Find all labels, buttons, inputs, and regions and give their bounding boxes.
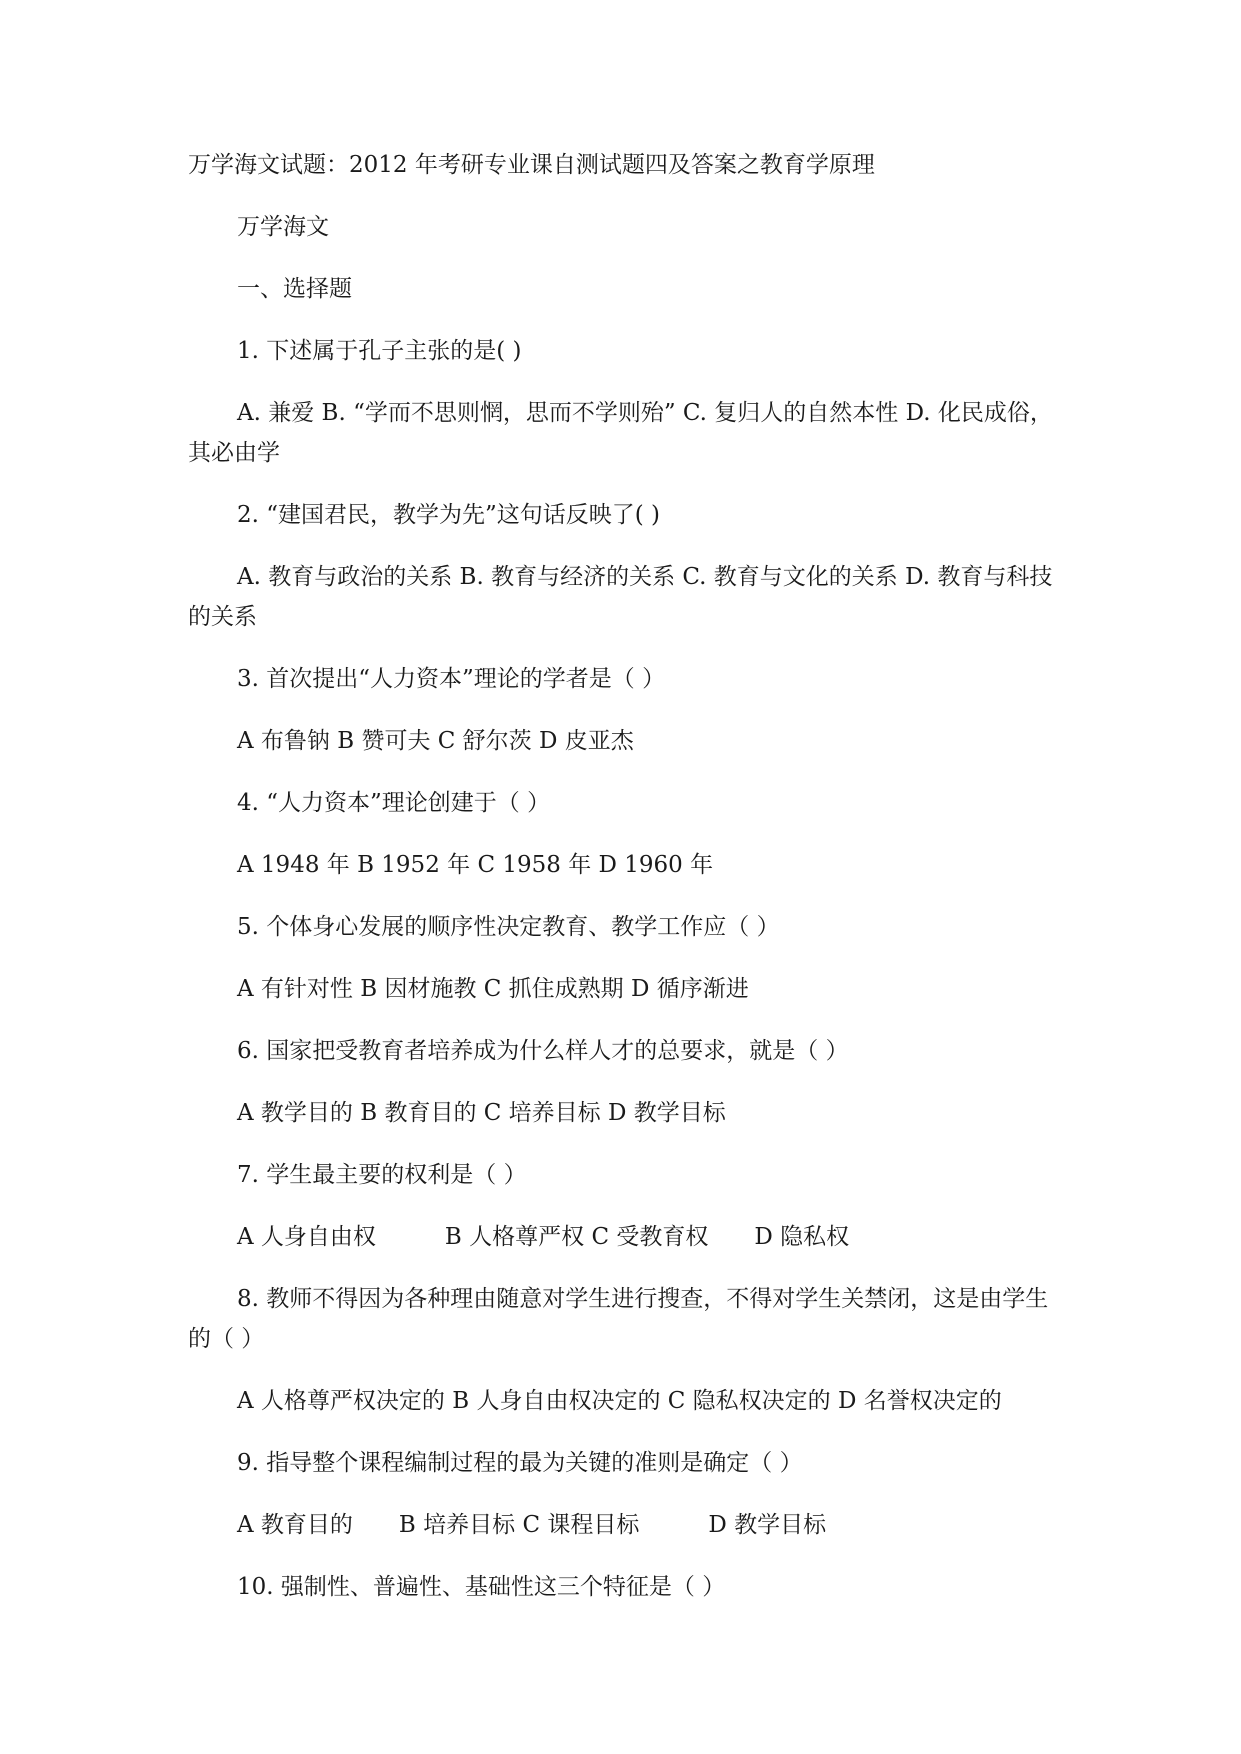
question-item [188, 1567, 1058, 1607]
question-item [188, 1155, 1058, 1257]
question-item [188, 1443, 1058, 1545]
question-stem: 10. 强制性、普遍性、基础性这三个特征是（ ） [237, 1574, 726, 1600]
question-options: A 人身自由权 B 人格尊严权 C 受教育权 D 隐私权 [237, 1224, 850, 1250]
question-options: A 1948 年 B 1952 年 C 1958 年 D 1960 年 [237, 852, 714, 878]
document-author: 万学海文 [237, 214, 329, 240]
question-stem: 7. 学生最主要的权利是（ ） [237, 1162, 527, 1188]
question-item [188, 659, 1058, 761]
question-list [188, 331, 1058, 1629]
question-item [188, 1031, 1058, 1133]
question-item [188, 783, 1058, 885]
question-stem: 5. 个体身心发展的顺序性决定教育、教学工作应（ ） [237, 914, 780, 940]
question-options: A 教育目的 B 培养目标 C 课程目标 D 教学目标 [237, 1512, 827, 1538]
question-stem: 9. 指导整个课程编制过程的最为关键的准则是确定（ ） [237, 1450, 803, 1476]
question-item [188, 1279, 1058, 1421]
question-options: A. 兼爱 B. “学而不思则惘，思而不学则殆” C. 复归人的自然本性 D. 化民成俗，其必由学 [188, 400, 1053, 466]
question-options: A. 教育与政治的关系 B. 教育与经济的关系 C. 教育与文化的关系 D. 教育与科技的关系 [188, 564, 1053, 630]
question-stem: 6. 国家把受教育者培养成为什么样人才的总要求，就是（ ） [237, 1038, 849, 1064]
section-heading: 一、选择题 [237, 276, 352, 302]
document-title: 万学海文试题：2012 年考研专业课自测试题四及答案之教育学原理 [188, 152, 875, 178]
question-stem: 8. 教师不得因为各种理由随意对学生进行搜查，不得对学生关禁闭，这是由学生的（ ） [188, 1286, 1049, 1352]
question-stem: 3. 首次提出“人力资本”理论的学者是（ ） [237, 666, 666, 692]
question-item [188, 331, 1058, 473]
question-stem: 4. “人力资本”理论创建于（ ） [237, 790, 551, 816]
question-stem: 1. 下述属于孔子主张的是( ) [237, 338, 522, 364]
question-options: A 教学目的 B 教育目的 C 培养目标 D 教学目标 [237, 1100, 726, 1126]
question-options: A 有针对性 B 因材施教 C 抓住成熟期 D 循序渐进 [237, 976, 749, 1002]
question-options: A 布鲁钠 B 赞可夫 C 舒尔茨 D 皮亚杰 [237, 728, 634, 754]
question-stem: 2. “建国君民，教学为先”这句话反映了( ) [237, 502, 661, 528]
question-options: A 人格尊严权决定的 B 人身自由权决定的 C 隐私权决定的 D 名誉权决定的 [237, 1388, 1002, 1414]
question-item [188, 495, 1058, 637]
question-item [188, 907, 1058, 1009]
